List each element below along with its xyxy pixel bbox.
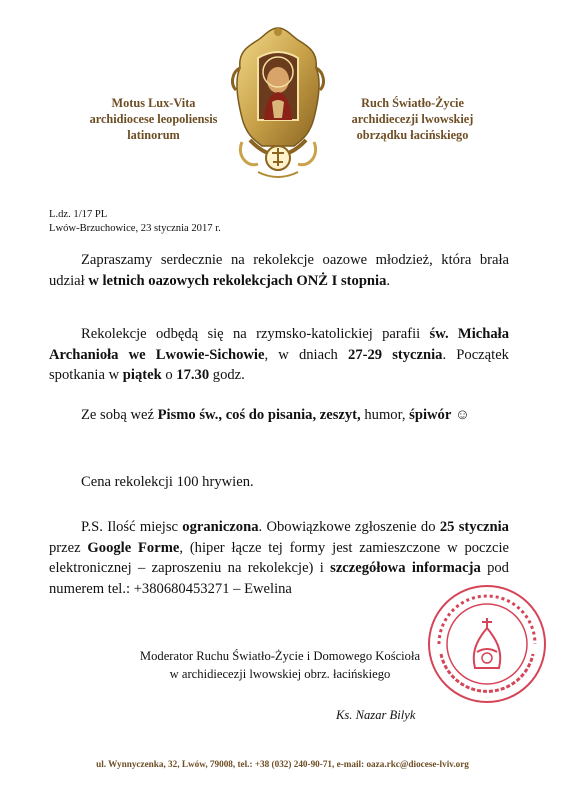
header-left-line: Motus Lux-Vita xyxy=(111,96,196,110)
reference-number: L.dz. 1/17 PL xyxy=(49,209,108,220)
bold-run: Google Forme xyxy=(87,539,180,556)
text-run: , (hiper łącze tej formy jest zamieszczone w poczcie elektronicznej – zaproszeniu na rekolekcje) i xyxy=(49,539,509,576)
moderator-block xyxy=(100,647,460,683)
text-run: Rekolekcje odbędą się na rzymsko-katolickiej parafii xyxy=(81,326,430,342)
signature: Ks. Nazar Bilyk xyxy=(336,708,416,722)
text-run: P.S. Ilość miejsc xyxy=(81,519,183,535)
reliquary-emblem-icon xyxy=(228,22,328,184)
bold-run: w letnich oazowych rekolekcjach ONŻ I stopnia xyxy=(88,272,387,289)
text-run: o xyxy=(161,367,177,383)
header-right-line: archidiecezji lwowskiej xyxy=(351,112,474,126)
text-run: . xyxy=(386,272,391,289)
footer-contact: ul. Wynnyczenka, 32, Lwów, 79008, tel.: +38 (032) 240-90-71, e-mail: oaza.rkc@diocese-lviv.org xyxy=(96,759,469,769)
header-right-block xyxy=(325,95,500,143)
paragraph-invitation xyxy=(49,250,509,291)
seal-stamp-icon xyxy=(425,582,549,706)
moderator-line: w archidiecezji lwowskiej obrz. łacińskiego xyxy=(169,667,391,681)
header-right-line: Ruch Światło-Życie xyxy=(361,96,464,110)
smiley-icon: ☺ xyxy=(451,407,470,423)
bold-run: 25 stycznia xyxy=(439,519,509,535)
text-run: godz. xyxy=(209,367,245,383)
paragraph-price xyxy=(49,472,509,493)
header-left-line: latinorum xyxy=(127,128,180,142)
place-date: Lwów-Brzuchowice, 23 stycznia 2017 r. xyxy=(49,223,221,234)
bold-run: szczegółowa informacja xyxy=(330,560,481,576)
bold-run: Pismo św., coś do pisania, zeszyt, xyxy=(157,407,361,423)
text-run: pod numerem tel.: +380680453271 – Ewelina xyxy=(49,560,509,597)
price-text: Cena rekolekcji 100 hrywien. xyxy=(81,474,254,490)
text-run: Ze sobą weź xyxy=(81,407,158,423)
header-left-line: archidiocese leopoliensis xyxy=(89,112,218,126)
text-run: . Początek spotkania w xyxy=(49,346,509,383)
text-run: . Obowiązkowe zgłoszenie do xyxy=(258,519,440,535)
paragraph-location xyxy=(49,324,509,386)
text-run: przez xyxy=(49,539,88,556)
text-run: Zapraszamy serdecznie na rekolekcje oazowe młodzież, która brała udział xyxy=(49,252,509,289)
bold-run: św. Michała Archanioła we Lwowie-Sichowie xyxy=(49,326,509,363)
header-left-block xyxy=(66,95,241,143)
bold-run: ograniczona xyxy=(182,519,259,535)
text-run: humor, xyxy=(360,407,410,423)
bold-run: 27-29 stycznia xyxy=(348,346,443,363)
text-run: , w dniach xyxy=(264,346,349,363)
moderator-line: Moderator Ruchu Światło-Życie i Domowego Kościoła xyxy=(139,649,421,663)
bold-run: śpiwór xyxy=(409,407,452,423)
bold-run: 17.30 xyxy=(176,367,210,383)
header-right-line: obrządku łacińskiego xyxy=(356,128,469,142)
bold-run: piątek xyxy=(122,367,162,383)
paragraph-what-to-bring xyxy=(49,405,509,426)
letter-meta xyxy=(49,208,221,236)
